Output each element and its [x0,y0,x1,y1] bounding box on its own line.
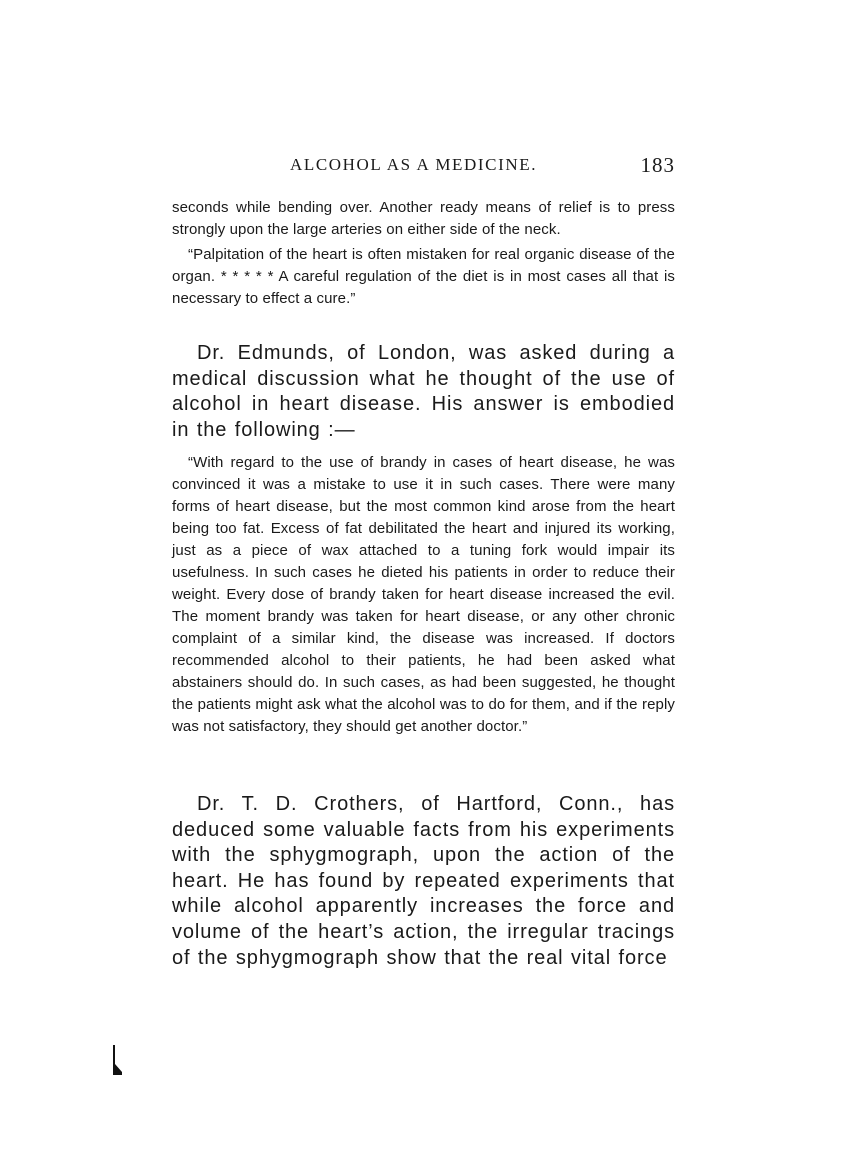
paragraph-crothers: Dr. T. D. Crothers, of Hartford, Conn., has deduced some valuable facts from his experiments with the sphygmograph, upon the action of the heart. He has found by repeated experiments that while alcohol apparently increases the force and volume of the heart’s action, the irregular tracings of the sphygmograph show that the real vital force [172,793,675,969]
margin-mark [112,1045,122,1075]
paragraph-palpitation-quote: “Palpitation of the heart is often mistaken for real organic disease of the organ. * * * * * A careful regulation of the diet is in most cases all that is necessary to effect a cure.” [172,246,675,307]
crothers-section [172,792,675,971]
page-number: 183 [640,153,675,177]
paragraph-relief: seconds while bending over. Another ready means of relief is to press strongly upon the large arteries on either side of the neck. [172,199,675,238]
running-head [172,155,675,179]
quote-continuation [172,197,675,310]
paragraph-edmunds: Dr. Edmunds, of London, was asked during a medical discussion what he thought of the use of alcohol in heart disease. His answer is embodied in the following :— [172,342,675,441]
paragraph-brandy-quote: “With regard to the use of brandy in cases of heart disease, he was convinced it was a mistake to use it in such cases. There were many forms of heart disease, but the most common kind arose from the heart being too fat. Excess of fat debilitated the heart and injured its working, just as a piece of wax attached to a tuning fork would impair its usefulness. In such cases he dieted his patients in order to reduce their weight. Every dose of brandy taken for heart disease increased the evil. The moment brandy was taken for heart disease, or any other chronic complaint of a similar kind, the disease was increased. If doctors recommended alcohol to their patients, he had been asked what abstainers should do. In such cases, as had been suggested, he thought the patients might ask what the alcohol was to do for them, and if the reply was not satisfactory, they should get another doctor.” [172,454,675,735]
running-title: ALCOHOL AS A MEDICINE. [290,155,538,174]
edmunds-intro [172,341,675,443]
edmunds-quote [172,452,675,738]
